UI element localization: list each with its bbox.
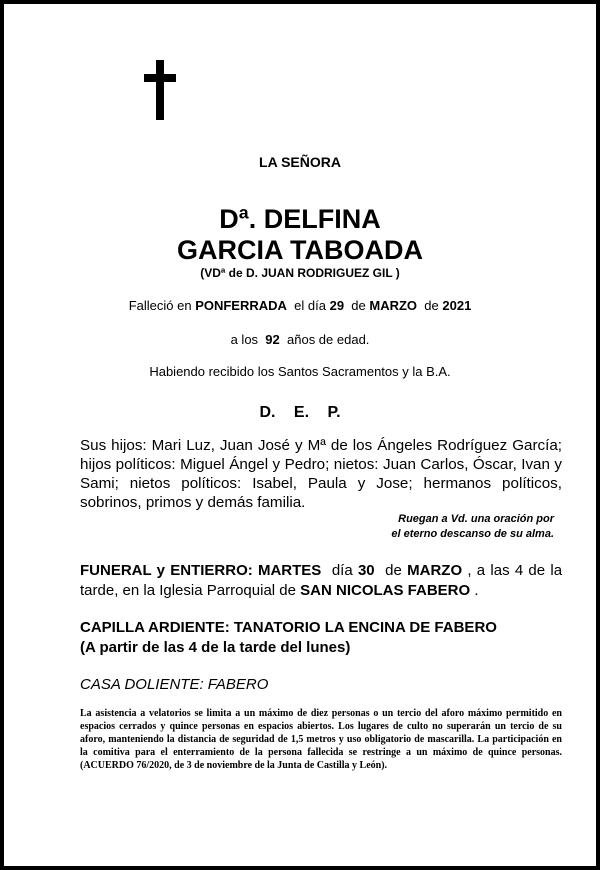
chapel-line2: (A partir de las 4 de la tarde del lunes) [80, 639, 351, 656]
funeral-church: SAN NICOLAS FABERO [300, 582, 471, 599]
age-value: 92 [265, 332, 280, 347]
funeral-month: MARZO [407, 562, 463, 579]
death-month: MARZO [369, 298, 418, 313]
widow-of: (VDª de D. JUAN RODRIGUEZ GIL ) [200, 266, 400, 280]
death-day-label: el día [294, 298, 326, 313]
funeral-day: 30 [357, 562, 375, 579]
death-day: 29 [329, 298, 345, 313]
funeral-end: . [474, 582, 479, 599]
family-list: Sus hijos: Mari Luz, Juan José y Mª de los Ángeles Rodríguez García; hijos políticos: Miguel Ángel y Pedro; nietos: Juan Carlos, Óscar, Ivan y Sami; nietos políticos: Isabel, Paula y Jose; hermanos políticos, sobrinos, primos y demás familia. [80, 437, 562, 511]
funeral-info [80, 561, 562, 601]
funeral-of: de [385, 562, 402, 579]
chapel-info [80, 618, 497, 658]
mourning-house: CASA DOLIENTE: FABERO [80, 676, 269, 693]
funeral-day-label: día [331, 562, 353, 579]
funeral-label: FUNERAL y ENTIERRO: MARTES [80, 562, 322, 579]
legal-notice: La asistencia a velatorios se limita a un máximo de diez personas o un tercio del aforo máximo permitido en espacios cerrados y quince personas en espacios abiertos. Los lugares de culto no superarán un tercio de su aforo, manteniendo la distancia de seguridad de 1,5 metros y uso obligatorio de mascarilla. La participación en la comitiva para el enterramiento de la persona fallecida se restringe a un máximo de quince personas. (ACUERDO 76/2020, de 3 de noviembre de la Junta de Castilla y León). [80, 708, 562, 771]
death-of2: de [424, 298, 439, 313]
age-info [4, 332, 596, 347]
chapel-line1: CAPILLA ARDIENTE: TANATORIO LA ENCINA DE FABERO [80, 619, 497, 636]
funeral-time: , a las 4 de la tarde, en la Iglesia Parroquial de [80, 562, 563, 599]
death-year: 2021 [442, 298, 472, 313]
heading: LA SEÑORA [259, 154, 341, 170]
deceased-name-line2: GARCIA TABOADA [177, 235, 423, 265]
age-suffix: años de edad. [287, 332, 370, 347]
death-prefix: Falleció en [128, 298, 192, 313]
death-of1: de [351, 298, 366, 313]
cross-icon [144, 60, 176, 120]
prayer-request [391, 512, 554, 542]
death-place: PONFERRADA [195, 298, 287, 313]
sacraments: Habiendo recibido los Santos Sacramentos y la B.A. [149, 364, 451, 379]
prayer-line1: Ruegan a Vd. una oración por [398, 513, 554, 525]
age-prefix: a los [230, 332, 259, 347]
deceased-name-line1: Dª. DELFINA [219, 204, 381, 234]
death-info [4, 298, 596, 313]
prayer-line2: el eterno descanso de su alma. [391, 528, 554, 540]
dep: D. E. P. [259, 404, 341, 421]
